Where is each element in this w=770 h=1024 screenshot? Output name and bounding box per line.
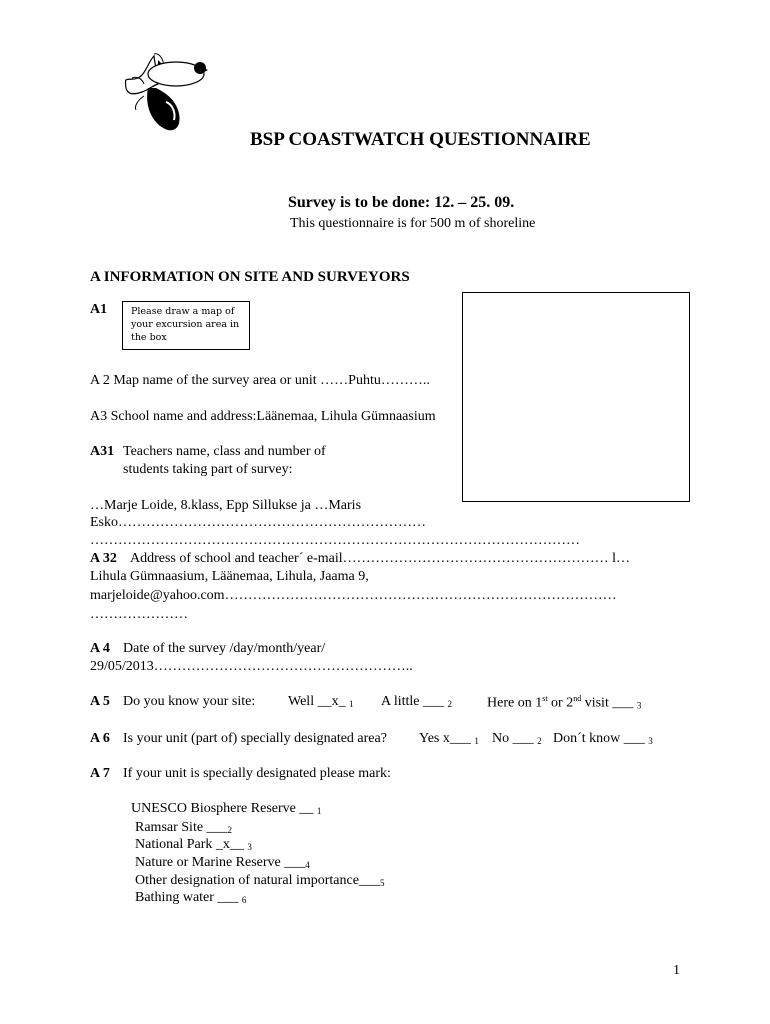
option-text: Here on 1 (487, 695, 543, 711)
option-code: 2 (447, 699, 452, 709)
item-code: 1 (316, 806, 322, 816)
a6-option-no[interactable] (492, 731, 542, 747)
survey-dates: Survey is to be done: 12. – 25. 09. (288, 194, 515, 211)
a6-question: Is your unit (part of) specially designated area? (123, 731, 387, 746)
option-text: Yes x___ (419, 731, 475, 746)
a32-label: A 32 (90, 551, 117, 566)
a31-question: Teachers name, class and number of (123, 444, 326, 459)
option-text: visit ___ (581, 695, 637, 711)
a7-item-other-designation[interactable] (135, 873, 384, 889)
option-code: 3 (636, 700, 642, 711)
a7-item-ramsar[interactable] (135, 820, 232, 836)
a7-item-bathing-water[interactable] (135, 890, 246, 906)
option-text: or 2 (547, 695, 574, 711)
a32-question: Address of school and teacher´ e-mail………………………………………………… l… (130, 551, 631, 566)
option-code: 2 (537, 736, 542, 746)
option-text: Don´t know ___ (553, 731, 649, 746)
item-code: 6 (241, 895, 247, 905)
a5-option-a-little[interactable] (381, 694, 452, 710)
a4-answer: 29/05/2013……………………………………………….. (90, 659, 413, 674)
option-code: 3 (648, 736, 653, 746)
a31-label: A31 (90, 444, 115, 459)
a7-item-unesco[interactable] (131, 801, 321, 817)
a3-line: A3 School name and address:Läänemaa, Lihula Gümnaasium (90, 409, 436, 424)
duck-logo (118, 48, 208, 148)
a32-answer: Lihula Gümnaasium, Läänemaa, Lihula, Jaama 9, (90, 569, 369, 584)
a1-note-line: Please draw a map of (131, 306, 235, 317)
option-sup: st (542, 694, 548, 703)
item-text: Ramsar Site ___ (135, 820, 228, 835)
a7-label: A 7 (90, 766, 110, 781)
a1-label: A1 (90, 302, 108, 317)
a1-note-line: the box (131, 332, 167, 343)
item-code: 3 (247, 842, 252, 852)
item-text: National Park _x__ (135, 837, 248, 852)
a6-label: A 6 (90, 731, 110, 746)
option-sup: nd (573, 694, 582, 703)
a4-question: Date of the survey /day/month/year/ (123, 641, 326, 656)
a5-option-well[interactable] (288, 694, 354, 710)
subtitle: This questionnaire is for 500 m of shoreline (290, 216, 536, 231)
page-number: 1 (673, 963, 680, 978)
item-text: Other designation of natural importance___ (135, 873, 380, 888)
duck-icon (118, 48, 208, 148)
item-text: UNESCO Biosphere Reserve __ (131, 801, 317, 816)
a32-answer: marjeloide@yahoo.com………………………………………………………………………… (90, 588, 617, 603)
a5-option-first-visit[interactable] (487, 694, 641, 712)
item-code: 4 (305, 860, 310, 870)
a31-question: students taking part of survey: (123, 462, 293, 477)
page-title: BSP COASTWATCH QUESTIONNAIRE (250, 129, 591, 150)
a31-answer: …………………………………………………………………………………………… (90, 533, 580, 548)
a5-label: A 5 (90, 694, 110, 709)
option-code: 1 (349, 699, 354, 709)
option-text: A little ___ (381, 694, 448, 709)
map-drawing-box[interactable] (462, 292, 690, 502)
a7-item-nature-reserve[interactable] (135, 855, 310, 871)
a32-answer: ………………… (90, 607, 188, 622)
a1-note-line: your excursion area in (131, 319, 240, 330)
option-text: No ___ (492, 731, 538, 746)
item-code: 2 (227, 825, 233, 835)
a1-note-box (122, 301, 250, 350)
a31-answer: Esko………………………………………………………… (90, 515, 426, 530)
section-a-title: A INFORMATION ON SITE AND SURVEYORS (90, 269, 410, 285)
item-text: Bathing water ___ (135, 890, 242, 905)
a31-answer: …Marje Loide, 8.klass, Epp Sillukse ja …Maris (90, 498, 362, 513)
a6-option-dont-know[interactable] (553, 731, 653, 747)
option-code: 1 (474, 736, 479, 746)
a7-item-national-park[interactable] (135, 837, 252, 853)
item-text: Nature or Marine Reserve ___ (135, 855, 306, 870)
item-code: 5 (379, 878, 385, 888)
a7-question: If your unit is specially designated please mark: (123, 766, 391, 781)
a5-question: Do you know your site: (123, 694, 256, 709)
a2-line: A 2 Map name of the survey area or unit ……Puhtu……….. (90, 373, 430, 388)
a6-option-yes[interactable] (419, 731, 479, 747)
option-text: Well __x_ (288, 694, 350, 709)
a4-label: A 4 (90, 641, 110, 656)
